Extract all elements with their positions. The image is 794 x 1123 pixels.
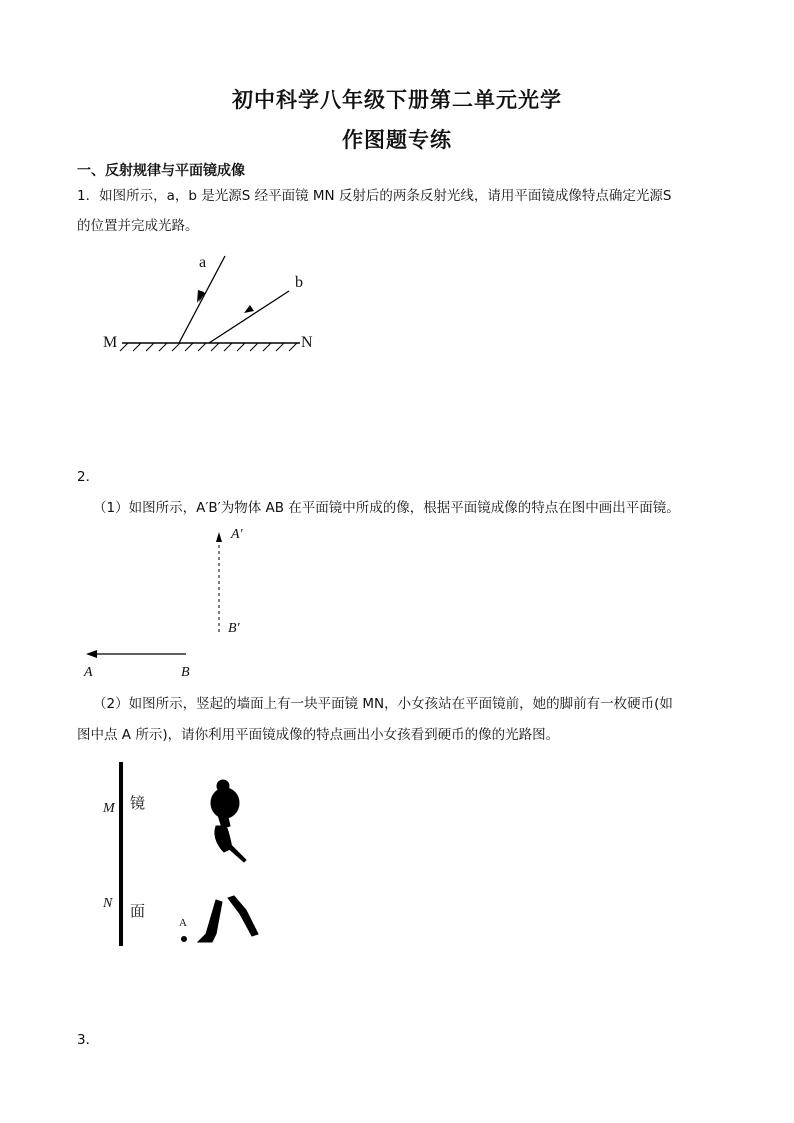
q2-label-M2: M <box>103 801 115 816</box>
q2-label-N2: N <box>103 896 113 911</box>
q2-label-mirror-bottom: 面 <box>130 902 146 920</box>
girl-leg-right <box>228 896 258 936</box>
coin-point-a <box>181 936 187 942</box>
girl-head <box>211 788 239 818</box>
q2-sub1-text: （1）如图所示，A′B′为物体 AB 在平面镜中所成的像，根据平面镜成像的特点在图中画出平面镜。 <box>93 500 680 516</box>
q1-label-M: M <box>103 334 118 351</box>
q1-label-N: N <box>301 334 313 351</box>
q2-sub2-text-line2: 图中点 A 所示)，请你利用平面镜成像的特点画出小女孩看到硬币的像的光路图。 <box>77 727 560 743</box>
q2-label-coin-A: A <box>179 917 187 929</box>
page-title: 初中科学八年级下册第二单元光学 <box>232 88 562 112</box>
q3-number: 3． <box>77 1032 100 1048</box>
section-heading: 一、反射规律与平面镜成像 <box>77 163 245 179</box>
q1-text-line1: 1．如图所示，a，b 是光源S 经平面镜 MN 反射后的两条反射光线，请用平面镜成像特点确定光源S <box>77 188 672 204</box>
q2-label-B: B <box>181 665 190 680</box>
q1-label-a: a <box>199 254 207 271</box>
page-subtitle: 作图题专练 <box>342 128 452 152</box>
q2-label-mirror-top: 镜 <box>130 794 146 812</box>
q1-text-line2: 的位置并完成光路。 <box>77 218 199 234</box>
q2-sub2-text-line1: （2）如图所示，竖起的墙面上有一块平面镜 MN，小女孩站在平面镜前，她的脚前有一枚硬币(如 <box>93 696 673 712</box>
q2-label-B-prime: B′ <box>228 621 240 636</box>
girl-leg-left <box>198 900 222 942</box>
girl-arm <box>228 846 246 862</box>
q1-label-b: b <box>295 274 303 291</box>
q2-number: 2． <box>77 469 100 485</box>
q2-label-A-prime: A′ <box>231 527 243 542</box>
q2-label-A: A <box>84 665 93 680</box>
girl-figure <box>198 780 258 942</box>
